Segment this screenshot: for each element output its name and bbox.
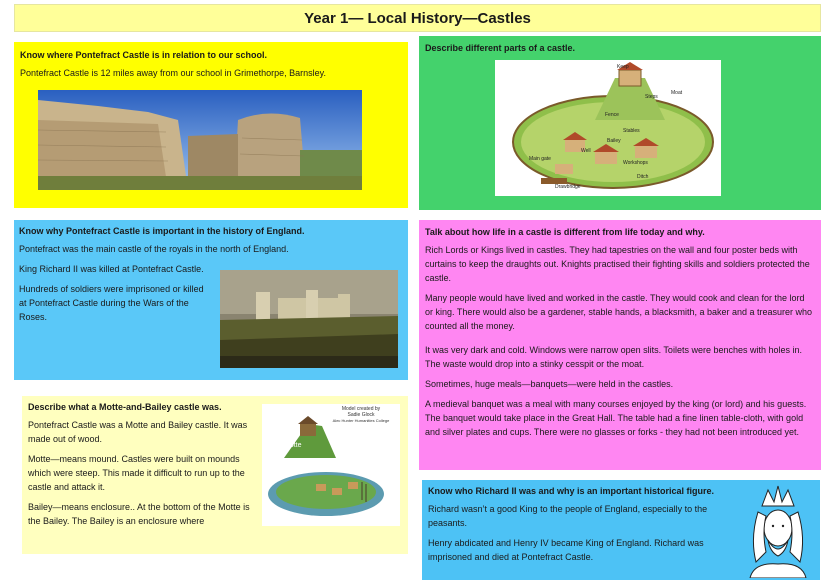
history-text-3: Hundreds of soldiers were imprisoned or killed at Pontefract Castle during the Wars of the Roses. (19, 284, 204, 322)
castle-life-text-2: Many people would have lived and worked in the castle. They would cook and clean for the lord or king. There would also be a gardener, stable hands, a blacksmith, a baker and a treasurer who counted all the money. (425, 293, 813, 331)
location-heading: Know where Pontefract Castle is in relation to our school. (20, 50, 268, 60)
motte-bailey-text-1: Pontefract Castle was a Motte and Bailey castle. It was made out of wood. (28, 420, 248, 444)
model-credit-line: Model created by (341, 406, 381, 412)
castle-painting (220, 270, 398, 368)
diagram-label-drawbridge: Drawbridge (555, 184, 581, 190)
diagram-label-workshops: Workshops (623, 160, 648, 166)
castle-life-text-5: A medieval banquet was a meal with many courses enjoyed by the king (or lord) and his guests. The banquet would take place in the Great Hall. The table had a fine linen table-cloth, with gold and silver plates and cups. There were no glasses or forks - they had not been introduced yet. (425, 399, 807, 437)
model-author: Sadie Glock (347, 412, 375, 418)
diagram-label-ditch: Ditch (637, 174, 649, 180)
model-credit (324, 406, 398, 424)
diagram-label-keep: Keep (617, 64, 629, 70)
castle-life-panel (419, 220, 821, 470)
model-school: Alec Hunter Humanities College (332, 418, 390, 423)
history-text-2: King Richard II was killed at Pontefract Castle. (19, 264, 204, 274)
diagram-label-well: Well (581, 148, 591, 154)
diagram-label-stables: Stables (623, 128, 640, 134)
location-panel (14, 42, 408, 208)
castle-parts-heading: Describe different parts of a castle. (425, 43, 576, 53)
motte-bailey-text-3: Bailey—means enclosure.. At the bottom of the Motte is the Bailey. The Bailey is an enclosure where (28, 502, 250, 526)
castle-parts-panel (419, 36, 821, 210)
model-label-motte: Motte (284, 442, 302, 449)
history-text-1: Pontefract was the main castle of the royals in the north of England. (19, 244, 289, 254)
location-text: Pontefract Castle is 12 miles away from our school in Grimethorpe, Barnsley. (20, 68, 326, 78)
castle-life-heading: Talk about how life in a castle is different from life today and why. (425, 227, 705, 237)
history-heading: Know why Pontefract Castle is important in the history of England. (19, 226, 305, 236)
page-title (14, 4, 821, 32)
motte-bailey-text-2: Motte—means mound. Castles were built on mounds which were steep. This made it difficult to run up to the castle and attack it. (28, 454, 245, 492)
richard-ii-text-2: Henry abdicated and Henry IV became King of England. Richard was imprisoned and died at Pontefract Castle. (428, 538, 704, 562)
history-panel (14, 220, 408, 380)
richard-ii-heading: Know who Richard II was and why is an important historical figure. (428, 486, 715, 496)
castle-ruins-photo (38, 90, 362, 190)
castle-life-text-4: Sometimes, huge meals—banquets—were held in the castles. (425, 379, 674, 389)
richard-ii-text-1: Richard wasn’t a good King to the people of England, especially to the peasants. (428, 504, 708, 528)
diagram-label-steps: Steps (645, 94, 658, 100)
motte-bailey-heading: Describe what a Motte-and-Bailey castle was. (28, 402, 222, 412)
diagram-label-bailey: Bailey (607, 138, 621, 144)
model-label-bailey: Bailey (322, 466, 342, 473)
castle-diagram (495, 60, 721, 196)
castle-life-text-3: It was very dark and cold. Windows were narrow open slits. Toilets were benches with holes in. The waste would drop into a stinky cesspit or the moat. (425, 345, 803, 369)
motte-bailey-panel (22, 396, 408, 554)
richard-ii-panel (422, 480, 820, 580)
richard-ii-portrait (740, 482, 816, 578)
diagram-label-moat: Moat (671, 90, 683, 96)
castle-life-text-1: Rich Lords or Kings lived in castles. They had tapestries on the wall and four poster beds with curtains to keep the draughts out. Knights practised their fighting skills and soldiers protected the castle. (425, 245, 810, 283)
diagram-label-fence: Fence (605, 112, 619, 118)
motte-bailey-model-photo (262, 404, 400, 526)
page-title-text: Year 1— Local History—Castles (304, 9, 531, 27)
diagram-label-main-gate: Main gate (529, 156, 551, 162)
